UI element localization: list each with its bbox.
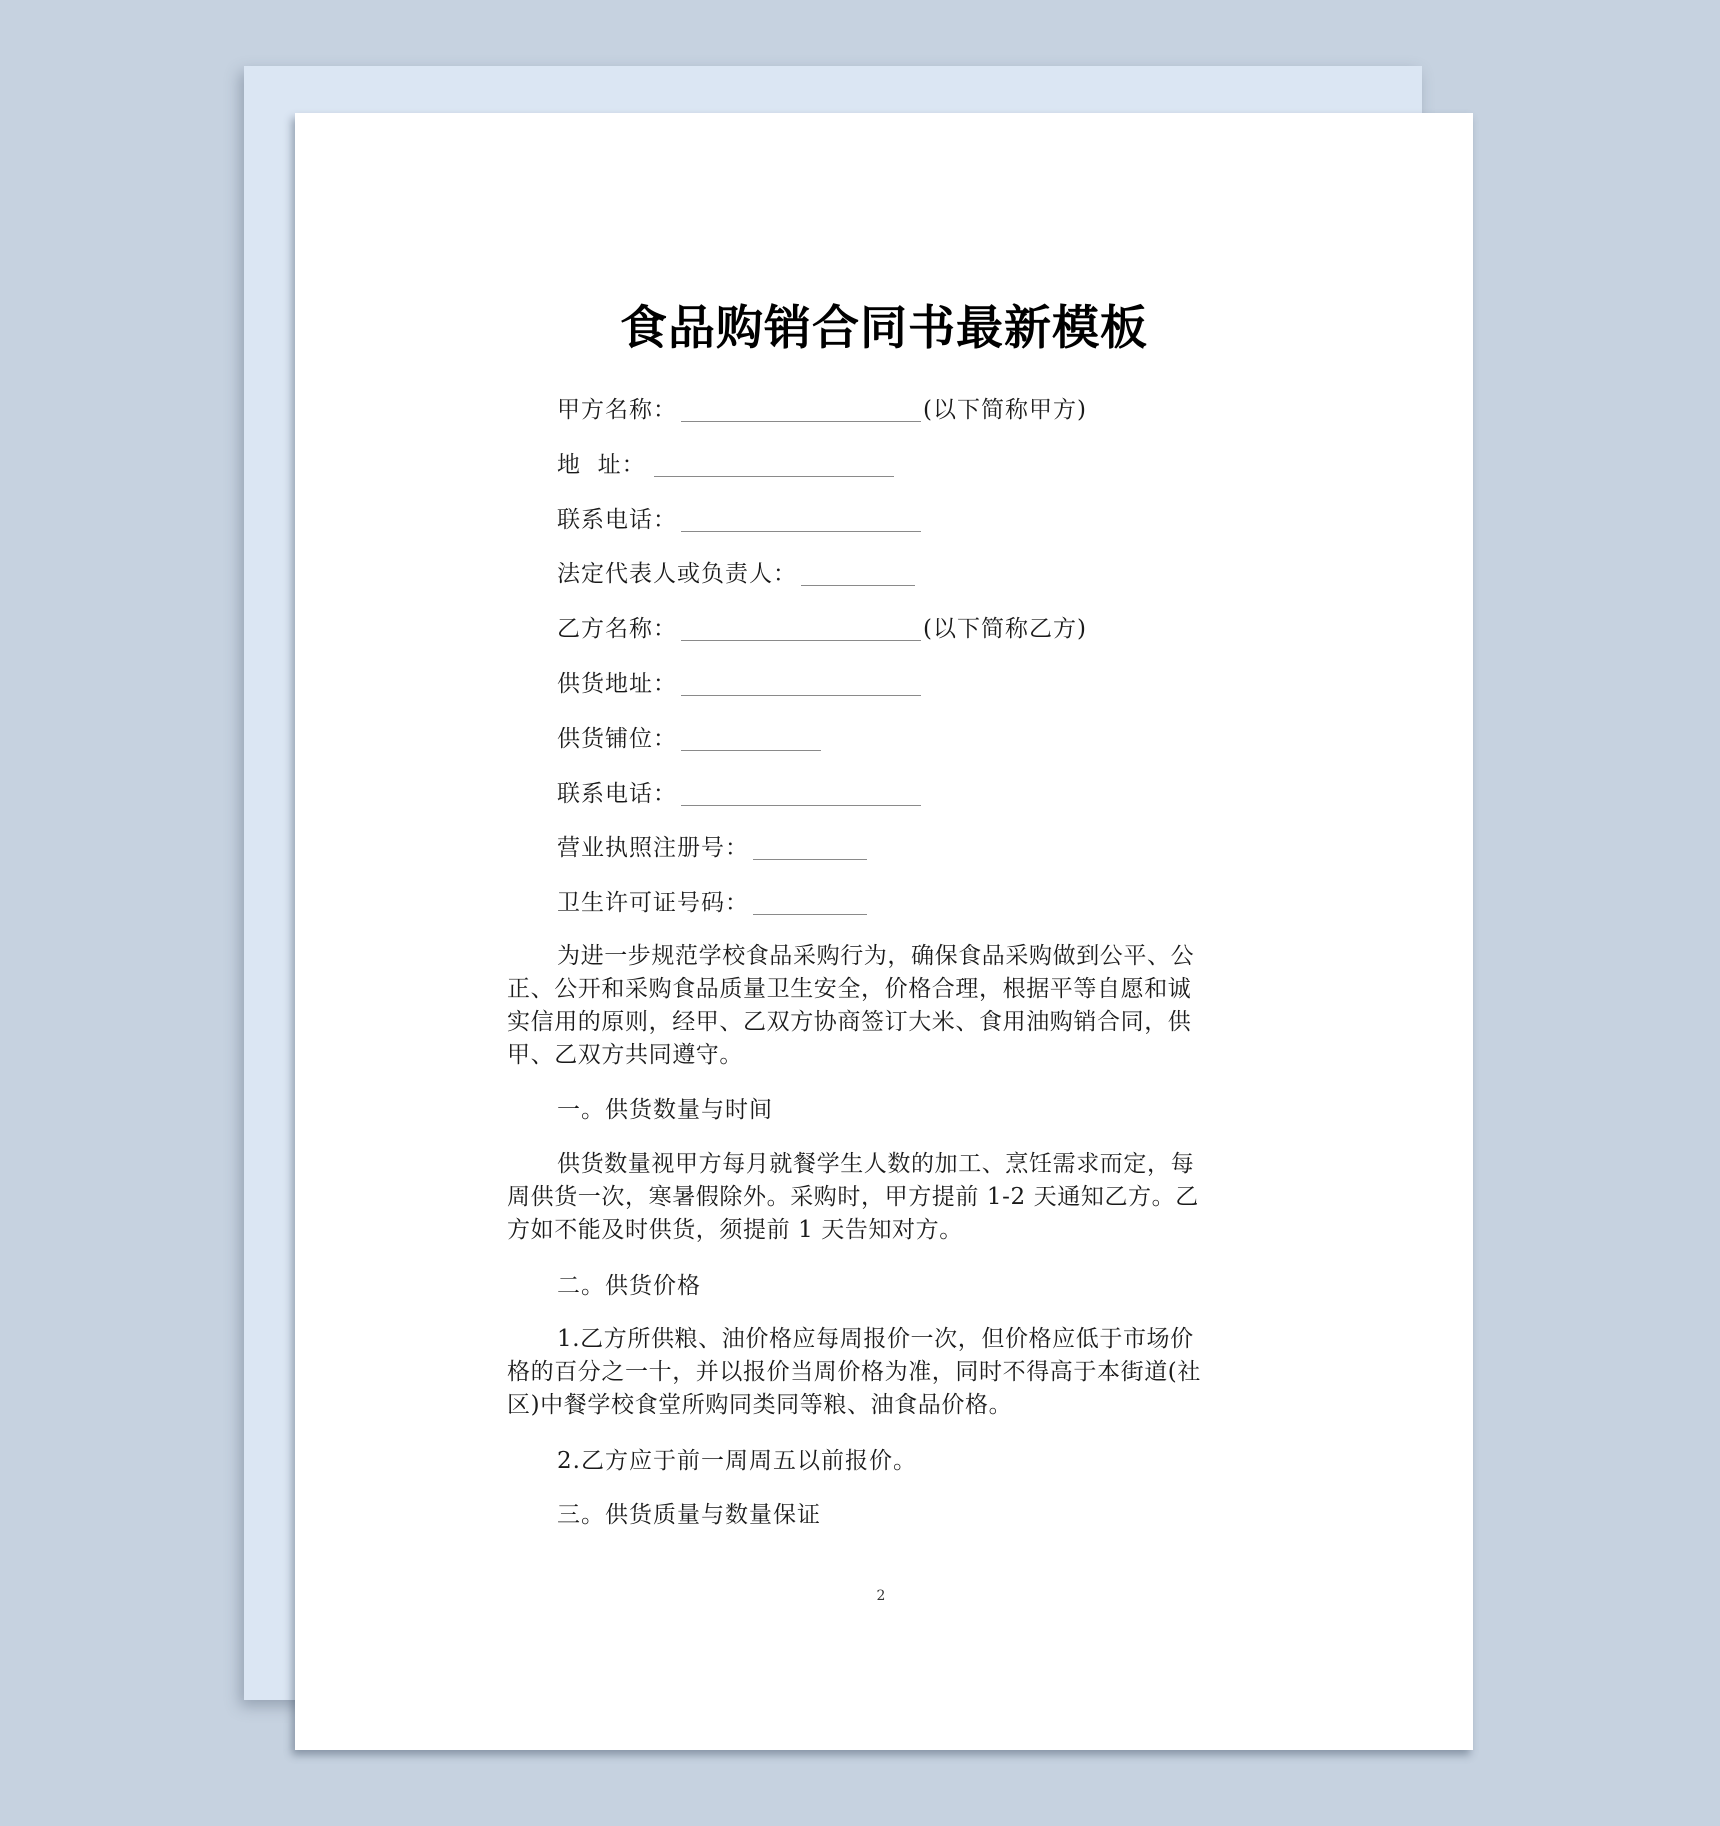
field-label: 供货铺位： <box>557 726 677 752</box>
blank-line[interactable] <box>681 618 921 641</box>
field-label: 联系电话： <box>557 781 677 807</box>
blank-line[interactable] <box>681 728 821 751</box>
field-label: 卫生许可证号码： <box>557 890 749 916</box>
field-label: 甲方名称： <box>557 397 677 423</box>
blank-line[interactable] <box>681 783 921 806</box>
section-2-heading: 二。供货价格 <box>557 1273 701 1299</box>
blank-line[interactable] <box>801 563 915 586</box>
field-party-b-phone <box>557 779 921 809</box>
paragraph-line: 正、公开和采购食品质量卫生安全，价格合理，根据平等自愿和诚 <box>507 976 1192 1002</box>
field-party-a-address <box>557 450 894 480</box>
field-suffix: (以下简称乙方) <box>923 616 1087 642</box>
blank-line[interactable] <box>681 673 921 696</box>
section-3-heading: 三。供货质量与数量保证 <box>557 1502 821 1528</box>
document-title: 食品购销合同书最新模板 <box>620 301 1148 356</box>
paragraph-line: 供货数量视甲方每月就餐学生人数的加工、烹饪需求而定，每 <box>557 1151 1195 1177</box>
section-1-heading: 一。供货数量与时间 <box>557 1097 773 1123</box>
field-label: 乙方名称： <box>557 616 677 642</box>
front-page-sheet <box>295 113 1473 1750</box>
paragraph-line: 甲、乙双方共同遵守。 <box>507 1042 743 1068</box>
paragraph-line: 1.乙方所供粮、油价格应每周报价一次，但价格应低于市场价 <box>557 1326 1194 1352</box>
paragraph-line: 方如不能及时供货，须提前 1 天告知对方。 <box>507 1217 963 1243</box>
section-2-item-1 <box>507 1323 1247 1422</box>
paragraph-line: 实信用的原则，经甲、乙双方协商签订大米、食用油购销合同，供 <box>507 1009 1192 1035</box>
intro-paragraph <box>507 940 1247 1072</box>
section-1-paragraph <box>507 1148 1247 1247</box>
field-legal-representative <box>557 559 915 589</box>
paragraph-line: 格的百分之一十，并以报价当周价格为准，同时不得高于本街道(社 <box>507 1359 1201 1385</box>
blank-line[interactable] <box>654 454 894 477</box>
field-label: 联系电话： <box>557 507 677 533</box>
blank-line[interactable] <box>681 399 921 422</box>
field-label: 供货地址： <box>557 671 677 697</box>
blank-line[interactable] <box>753 837 867 860</box>
blank-line[interactable] <box>681 509 921 532</box>
paragraph-line: 为进一步规范学校食品采购行为，确保食品采购做到公平、公 <box>557 943 1195 969</box>
field-party-a-phone <box>557 505 921 535</box>
field-label: 营业执照注册号： <box>557 835 749 861</box>
page-number: 2 <box>876 1588 886 1604</box>
section-2-item-2: 2.乙方应于前一周周五以前报价。 <box>557 1448 917 1474</box>
paragraph-line: 周供货一次，寒暑假除外。采购时，甲方提前 1-2 天通知乙方。乙 <box>507 1184 1199 1210</box>
field-business-license <box>557 833 867 863</box>
field-label: 地 址： <box>557 452 646 478</box>
field-health-permit <box>557 888 867 918</box>
field-suffix: (以下简称甲方) <box>923 397 1087 423</box>
field-party-b-name <box>557 614 1087 644</box>
paragraph-line: 区)中餐学校食堂所购同类同等粮、油食品价格。 <box>507 1392 1013 1418</box>
field-supply-address <box>557 669 921 699</box>
field-party-a-name <box>557 395 1087 425</box>
field-label: 法定代表人或负责人： <box>557 561 797 587</box>
field-supply-stall <box>557 724 821 754</box>
blank-line[interactable] <box>753 892 867 915</box>
